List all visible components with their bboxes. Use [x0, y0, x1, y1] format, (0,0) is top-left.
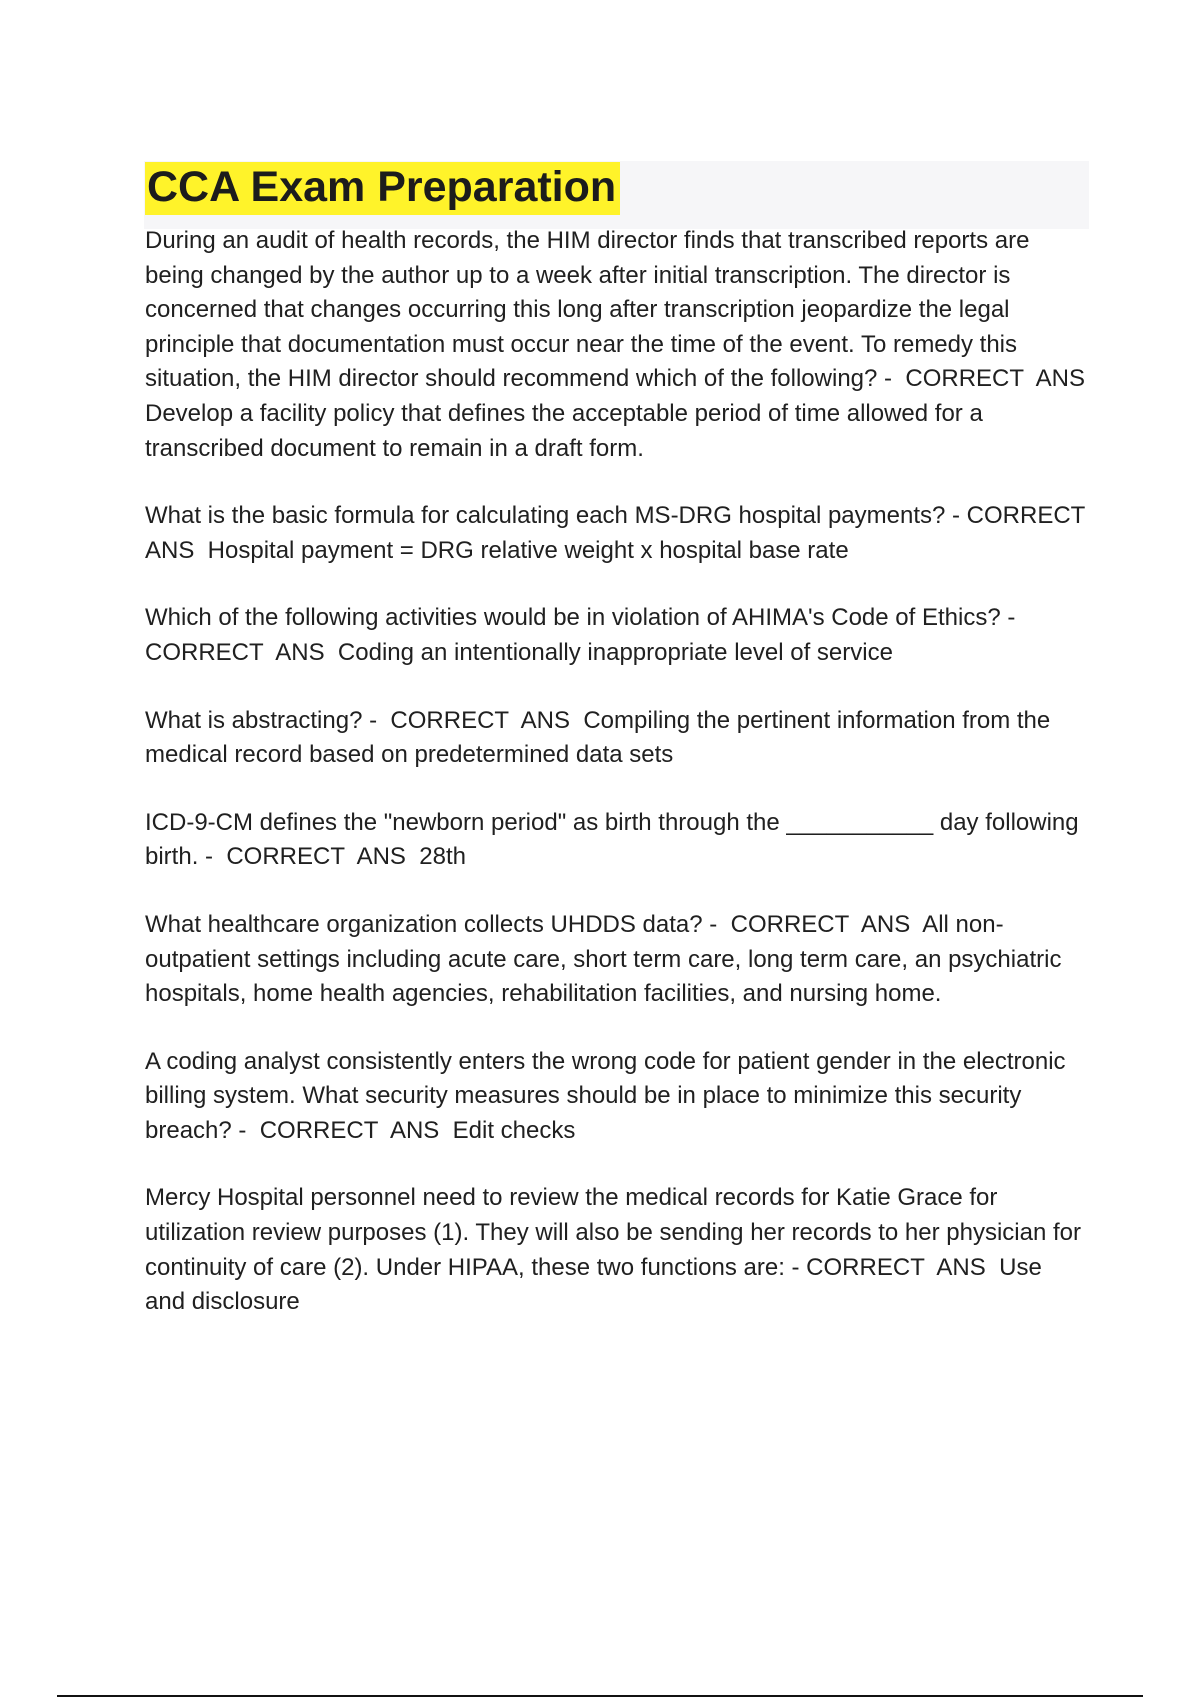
qa-item: Mercy Hospital personnel need to review the medical records for Katie Grace for utilization review purposes (1). They will also be sending her records to her physician for continuity of care (2). Under HIPAA, these two functions are: - CORRECT ANS Use and disclosure	[145, 1184, 1088, 1316]
footer-divider	[57, 1695, 1143, 1697]
qa-item: A coding analyst consistently enters the wrong code for patient gender in the electronic billing system. What security measures should be in place to minimize this security breach? - CORRECT ANS Edit checks	[145, 1047, 1073, 1144]
qa-item: What healthcare organization collects UHDDS data? - CORRECT ANS All non-outpatient settings including acute care, short term care, long term care, an psychiatric hospitals, home health agencies, rehabilitation facilities, and nursing home.	[145, 910, 1069, 1008]
document-title: CCA Exam Preparation	[145, 162, 620, 215]
qa-list	[145, 224, 1099, 1353]
qa-item: Which of the following activities would be in violation of AHIMA's Code of Ethics? - CORRECT ANS Coding an intentionally inappropriate level of service	[145, 604, 1029, 666]
qa-item: What is abstracting? - CORRECT ANS Compiling the pertinent information from the medical record based on predetermined data sets	[145, 706, 1057, 769]
qa-item: ICD-9-CM defines the "newborn period" as birth through the ___________ day following birth. - CORRECT ANS 28th	[145, 808, 1086, 871]
qa-item: During an audit of health records, the HIM director finds that transcribed reports are being changed by the author up to a week after initial transcription. The director is concerned that changes occurring this long after transcription jeopardize the legal principle that documentation must occur near the time of the event. To remedy this situation, the HIM director should recommend which of the following? - CORRECT ANS Develop a facility policy that defines the acceptable period of time allowed for a transcribed document to remain in a draft form.	[145, 227, 1099, 462]
qa-item: What is the basic formula for calculating each MS-DRG hospital payments? - CORRECT ANS Hospital payment = DRG relative weight x hospital base rate	[145, 502, 1097, 564]
